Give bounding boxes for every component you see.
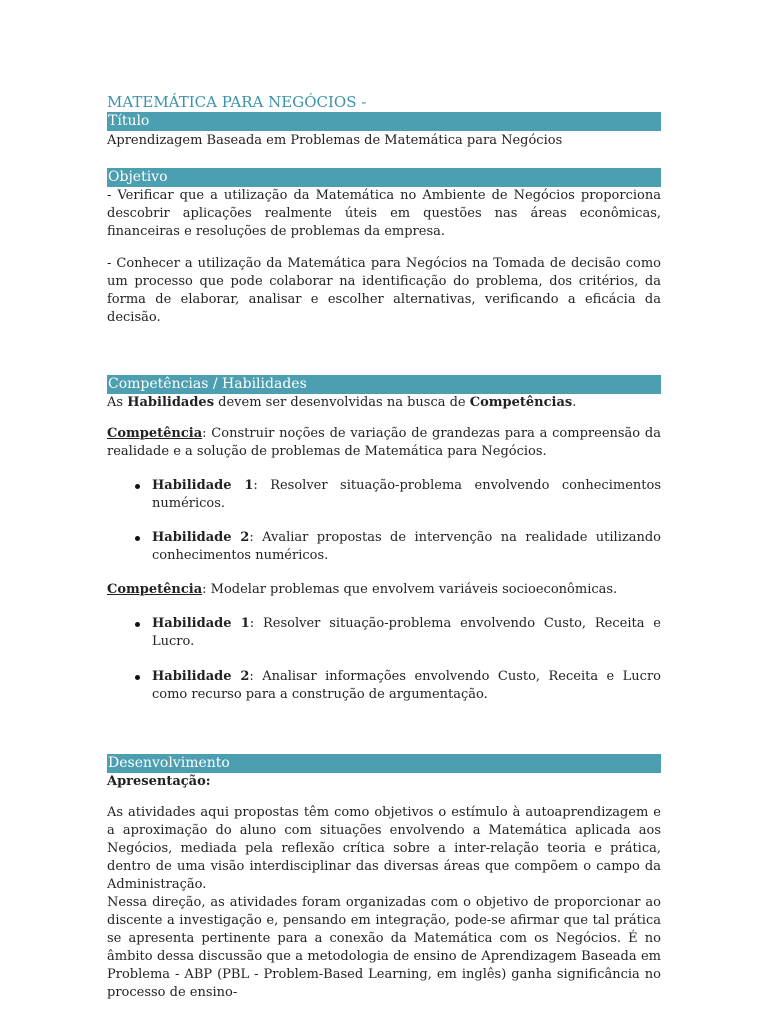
desenvolvimento-paragraph-2: Nessa direção, as atividades foram organizadas com o objetivo de proporcionar ao discente a investigação e, pensando em integração, pode-se afirmar que tal prática se apresenta pertinente para a conexão da Matemática com os Negócios. É no âmbito dessa discussão que a metodologia de ensino de Aprendizagem Baseada em Problema - ABP (PBL - Problem-Based Learning, em inglês) ganha significância no processo de ensino-	[107, 895, 661, 1000]
document-content	[107, 92, 661, 1002]
section-heading-desenvolvimento: Desenvolvimento	[107, 754, 661, 773]
list-item: Habilidade 2: Analisar informações envolvendo Custo, Receita e Lucro como recurso para a construção de argumentação.	[152, 669, 661, 702]
section-heading-competencias: Competências / Habilidades	[107, 375, 661, 394]
competencia-1: Competência: Construir noções de variação de grandezas para a compreensão da realidade e a solução de problemas de Matemática para Negócios.	[107, 426, 661, 459]
list-item: Habilidade 1: Resolver situação-problema envolvendo conhecimentos numéricos.	[152, 478, 661, 511]
document-title: MATEMÁTICA PARA NEGÓCIOS -	[107, 93, 367, 111]
list-item: Habilidade 1: Resolver situação-problema envolvendo Custo, Receita e Lucro.	[152, 616, 661, 649]
section-heading-titulo: Título	[107, 112, 661, 131]
competencia-2: Competência: Modelar problemas que envolvem variáveis socioeconômicas.	[107, 582, 618, 597]
section-heading-objetivo: Objetivo	[107, 168, 661, 187]
objetivo-paragraph-2: - Conhecer a utilização da Matemática para Negócios na Tomada de decisão como um processo que pode colaborar na identificação do problema, dos critérios, da forma de elaborar, analisar e escolher alternativas, verificando a eficácia da decisão.	[107, 256, 661, 325]
desenvolvimento-paragraph-1: As atividades aqui propostas têm como objetivos o estímulo à autoaprendizagem e a aproximação do aluno com situações envolvendo a Matemática aplicada aos Negócios, mediada pela reflexão crítica sobre a inter-relação teoria e prática, dentro de uma visão interdisciplinar das diversas áreas que compõem o campo da Administração.	[107, 805, 661, 892]
list-item: Habilidade 2: Avaliar propostas de intervenção na realidade utilizando conhecimentos numéricos.	[152, 530, 661, 563]
desenvolvimento-subheading: Apresentação:	[107, 774, 211, 789]
competencias-intro: As Habilidades devem ser desenvolvidas na busca de Competências.	[107, 395, 577, 410]
competencia-2-habilidades	[107, 615, 661, 704]
competencia-1-habilidades	[107, 477, 661, 565]
objetivo-paragraph-1: - Verificar que a utilização da Matemática no Ambiente de Negócios proporciona descobrir aplicações realmente úteis em questões nas áreas econômicas, financeiras e resoluções de problemas da empresa.	[107, 188, 661, 239]
titulo-text: Aprendizagem Baseada em Problemas de Matemática para Negócios	[107, 133, 563, 148]
